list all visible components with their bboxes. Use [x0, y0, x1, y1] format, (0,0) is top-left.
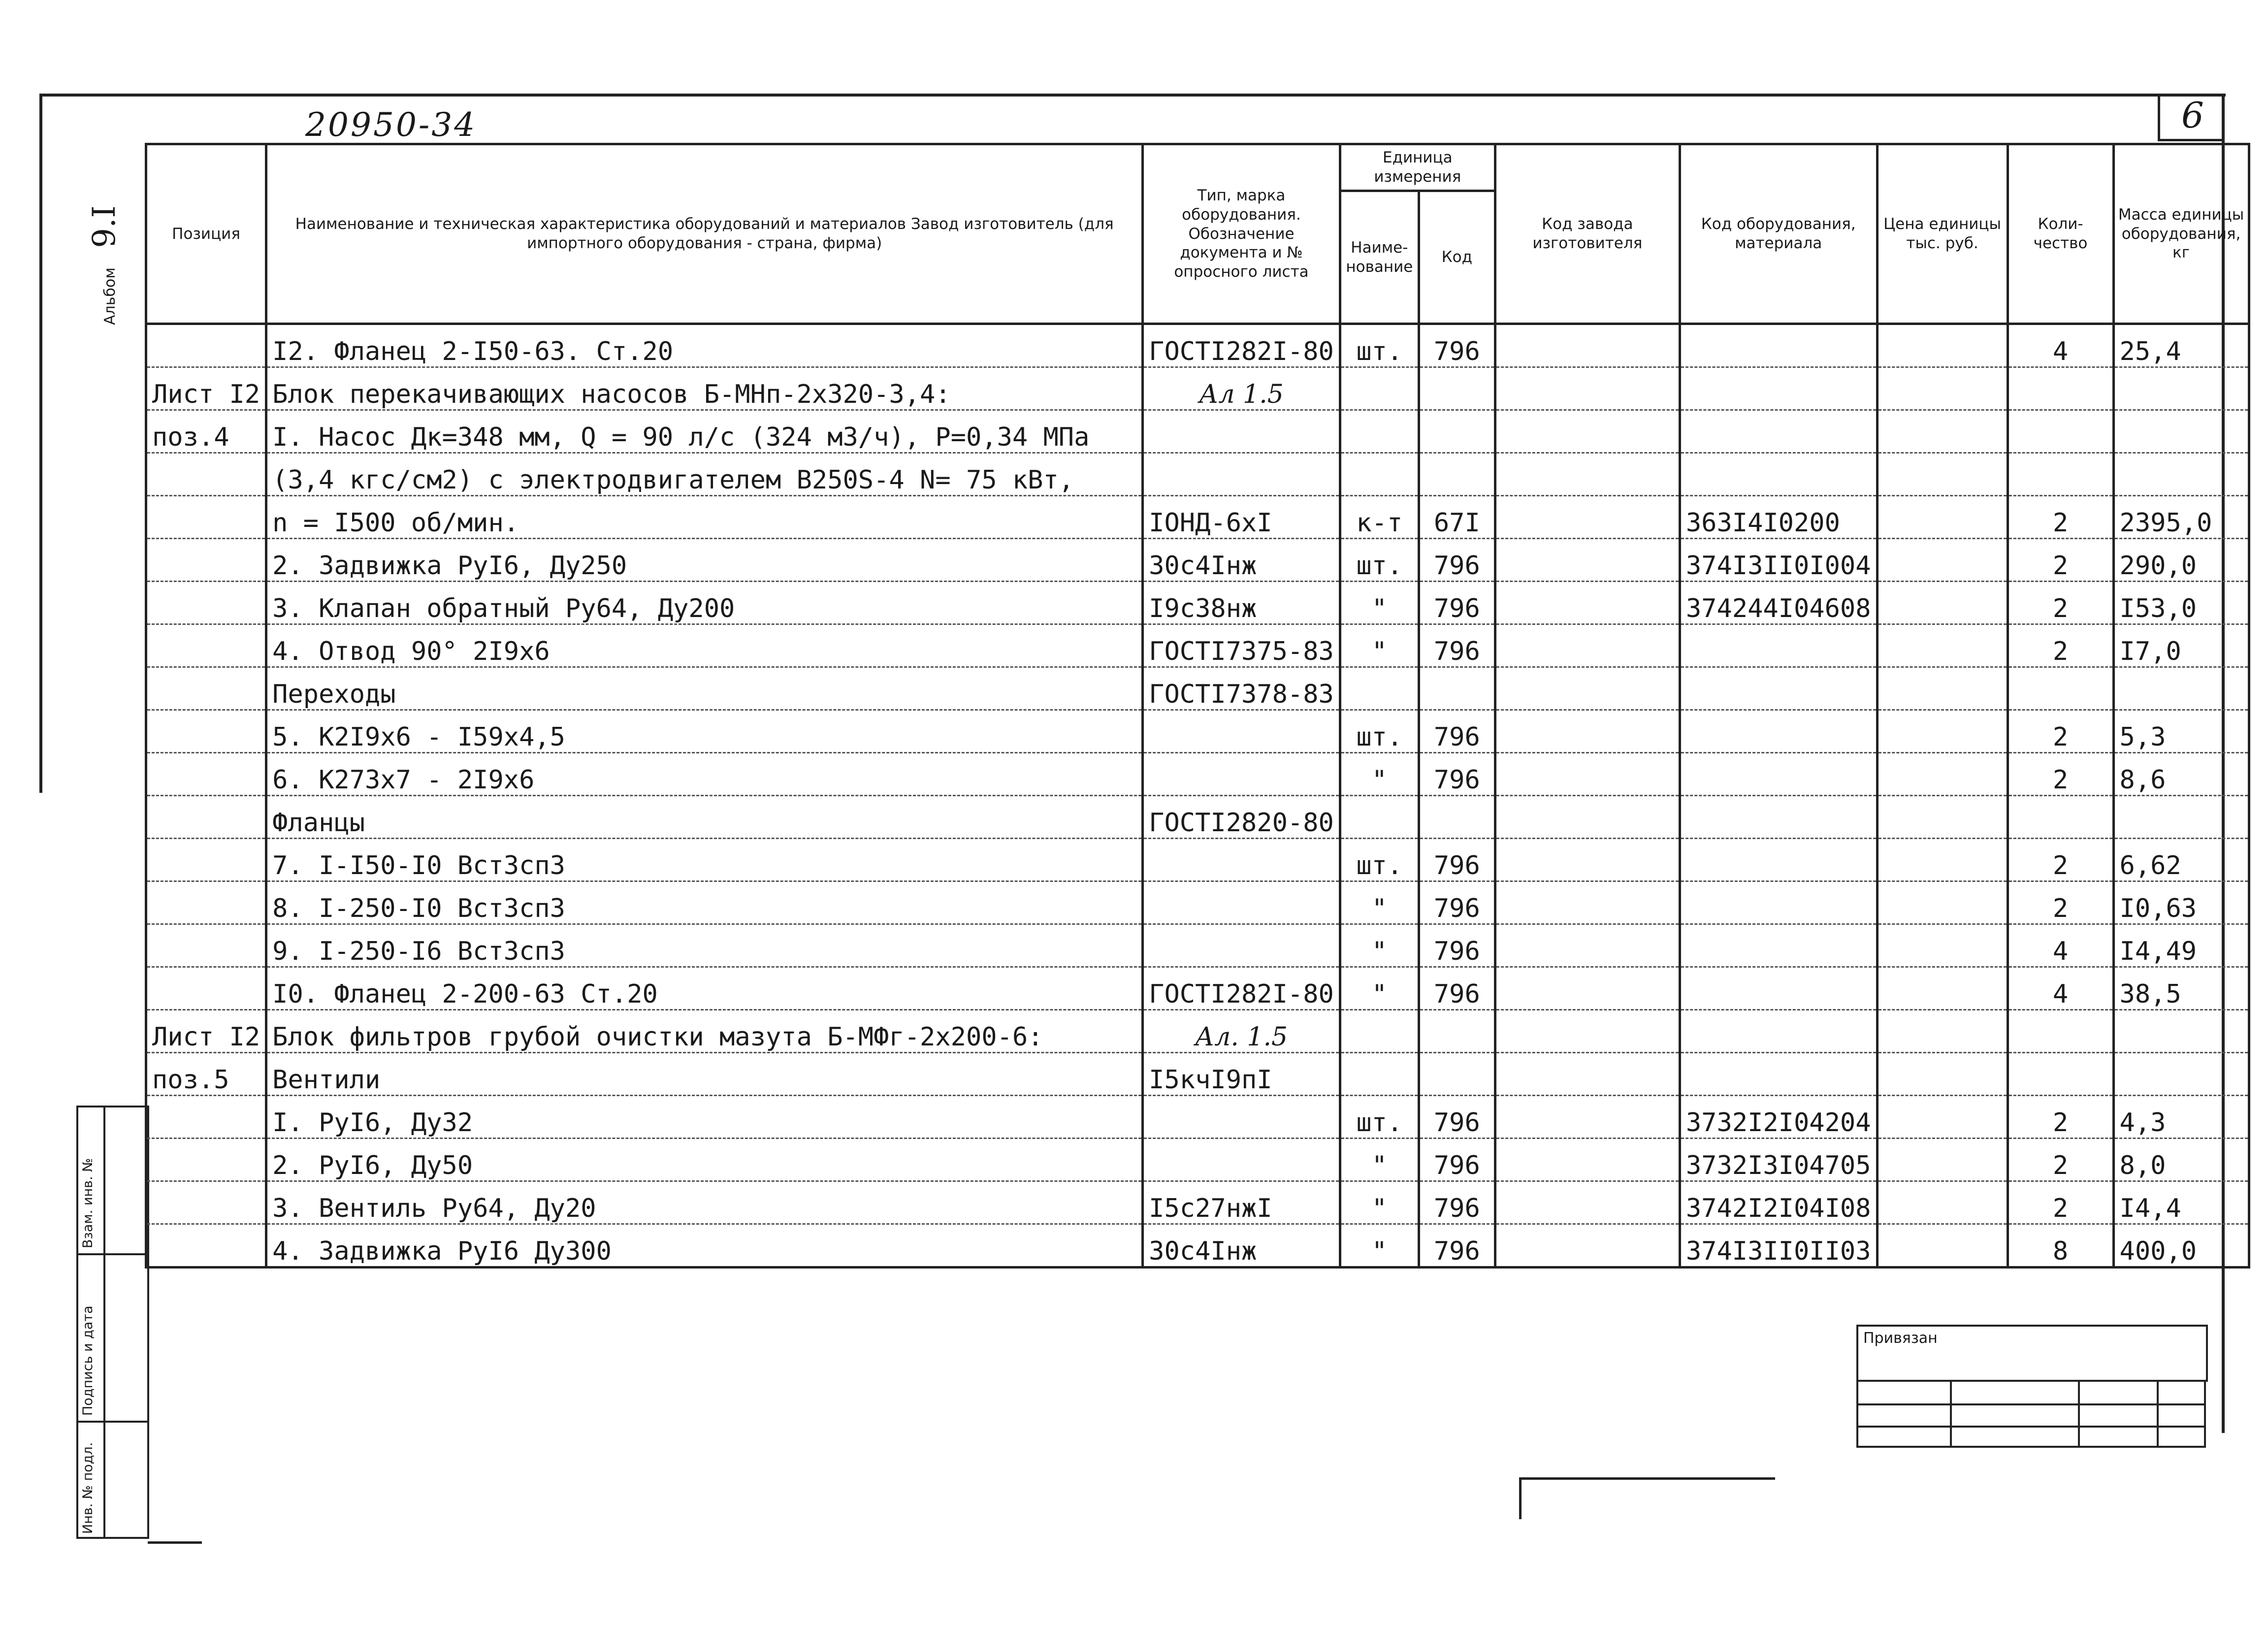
cell-mass: I0,63 — [2113, 881, 2249, 924]
cell-unit: " — [1340, 624, 1419, 667]
cell-plant — [1495, 410, 1680, 453]
cell-unit: шт. — [1340, 839, 1419, 881]
cell-code — [1419, 410, 1495, 453]
cell-plant — [1495, 582, 1680, 624]
cell-mass — [2113, 453, 2249, 496]
cell-pos — [146, 496, 266, 539]
cell-price — [1877, 924, 2008, 967]
cell-qty — [2008, 796, 2113, 839]
cell-qty: 2 — [2008, 710, 2113, 753]
cell-equip: 374I3II0II03 — [1680, 1224, 1877, 1268]
table-row — [146, 667, 2249, 710]
table-row — [146, 539, 2249, 582]
cell-type: 30с4Iнж — [1143, 1224, 1340, 1268]
cell-mass: 4,3 — [2113, 1096, 2249, 1139]
cell-price — [1877, 410, 2008, 453]
cell-mass: 400,0 — [2113, 1224, 2249, 1268]
stamp-line — [103, 1106, 105, 1539]
cell-type: ГОСТI282I-80 — [1143, 967, 1340, 1010]
cell-unit — [1340, 1053, 1419, 1096]
cell-equip: 374I3II0I004 — [1680, 539, 1877, 582]
cell-qty: 2 — [2008, 539, 2113, 582]
cell-unit: " — [1340, 1224, 1419, 1268]
table-row — [146, 367, 2249, 410]
cell-unit: " — [1340, 967, 1419, 1010]
approval-line — [1950, 1380, 1952, 1448]
cell-qty: 2 — [2008, 839, 2113, 881]
table-row — [146, 1181, 2249, 1224]
col-mass: Масса единицы оборудования, кг — [2113, 144, 2249, 324]
cell-type — [1143, 753, 1340, 796]
cell-code — [1419, 1053, 1495, 1096]
cell-code: 796 — [1419, 324, 1495, 367]
cell-unit: шт. — [1340, 1096, 1419, 1139]
cell-price — [1877, 796, 2008, 839]
cell-name: n = I500 об/мин. — [266, 496, 1143, 539]
stamp-line — [76, 1421, 149, 1423]
cell-price — [1877, 667, 2008, 710]
album-number: 9.I — [86, 205, 123, 248]
cell-code: 796 — [1419, 839, 1495, 881]
cell-equip: 3732I3I04705 — [1680, 1139, 1877, 1181]
cell-qty: 8 — [2008, 1224, 2113, 1268]
cell-type: 30с4Iнж — [1143, 539, 1340, 582]
cell-unit — [1340, 1010, 1419, 1053]
cell-name: Переходы — [266, 667, 1143, 710]
cell-pos — [146, 582, 266, 624]
cell-code — [1419, 367, 1495, 410]
table-row — [146, 710, 2249, 753]
cell-qty: 2 — [2008, 582, 2113, 624]
cell-equip: 363I4I0200 — [1680, 496, 1877, 539]
cell-price — [1877, 324, 2008, 367]
cell-type: I9с38нж — [1143, 582, 1340, 624]
cell-plant — [1495, 1010, 1680, 1053]
cell-mass — [2113, 1053, 2249, 1096]
cell-name: Вентили — [266, 1053, 1143, 1096]
cell-pos — [146, 924, 266, 967]
cell-name: 9. I-250-I6 ВстЗсп3 — [266, 924, 1143, 967]
cell-equip — [1680, 1010, 1877, 1053]
cell-type: ГОСТI7378-83 — [1143, 667, 1340, 710]
cell-type — [1143, 410, 1340, 453]
equipment-spec-table — [145, 143, 2250, 1269]
cell-price — [1877, 839, 2008, 881]
cell-name: (3,4 кгс/см2) с электродвигателем В250S-4 N= 75 кВт, — [266, 453, 1143, 496]
table-row — [146, 839, 2249, 881]
cell-equip — [1680, 410, 1877, 453]
album-text: Альбом — [101, 267, 119, 325]
frame-left-line — [39, 94, 42, 793]
cell-price — [1877, 967, 2008, 1010]
table-row — [146, 1053, 2249, 1096]
cell-code: 796 — [1419, 924, 1495, 967]
cell-equip — [1680, 453, 1877, 496]
cell-qty: 2 — [2008, 881, 2113, 924]
cell-qty: 2 — [2008, 1139, 2113, 1181]
stamp-sign-date: Подпись и дата — [80, 1305, 96, 1416]
cell-mass — [2113, 410, 2249, 453]
cell-code: 796 — [1419, 881, 1495, 924]
cell-mass: I7,0 — [2113, 624, 2249, 667]
cell-pos — [146, 881, 266, 924]
cell-mass: I53,0 — [2113, 582, 2249, 624]
cell-mass: 5,3 — [2113, 710, 2249, 753]
cell-pos — [146, 453, 266, 496]
cell-equip — [1680, 1053, 1877, 1096]
cell-unit: " — [1340, 1139, 1419, 1181]
cell-qty: 2 — [2008, 1096, 2113, 1139]
cell-price — [1877, 367, 2008, 410]
cell-plant — [1495, 496, 1680, 539]
cell-qty: 2 — [2008, 753, 2113, 796]
approval-block — [1856, 1325, 2206, 1448]
cell-type: ГОСТI282I-80 — [1143, 324, 1340, 367]
corner-mark — [1519, 1477, 1775, 1519]
cell-unit — [1340, 367, 1419, 410]
table-row — [146, 496, 2249, 539]
cell-pos — [146, 1096, 266, 1139]
cell-mass: 38,5 — [2113, 967, 2249, 1010]
approval-line — [1856, 1446, 2206, 1448]
cell-unit: шт. — [1340, 539, 1419, 582]
cell-pos: Лист I2 — [146, 1010, 266, 1053]
cell-qty: 2 — [2008, 624, 2113, 667]
cell-code — [1419, 796, 1495, 839]
cell-plant — [1495, 967, 1680, 1010]
cell-price — [1877, 1181, 2008, 1224]
cell-code: 796 — [1419, 753, 1495, 796]
cell-price — [1877, 1053, 2008, 1096]
cell-qty — [2008, 1010, 2113, 1053]
table-row — [146, 924, 2249, 967]
cell-type: IОНД-6хI — [1143, 496, 1340, 539]
cell-mass — [2113, 796, 2249, 839]
stamp-line — [76, 1106, 78, 1539]
cell-mass — [2113, 667, 2249, 710]
cell-equip — [1680, 967, 1877, 1010]
cell-pos — [146, 796, 266, 839]
cell-plant — [1495, 839, 1680, 881]
cell-code: 796 — [1419, 539, 1495, 582]
cell-name: I. Насос Дк=348 мм, Q = 90 л/с (324 м3/ч), Р=0,34 МПа — [266, 410, 1143, 453]
table-row — [146, 796, 2249, 839]
col-position: Позиция — [146, 144, 266, 324]
cell-name: 5. К2I9х6 - I59х4,5 — [266, 710, 1143, 753]
cell-equip — [1680, 710, 1877, 753]
cell-mass: 8,0 — [2113, 1139, 2249, 1181]
table-row — [146, 1010, 2249, 1053]
album-label — [86, 205, 123, 325]
cell-mass: 6,62 — [2113, 839, 2249, 881]
cell-code: 796 — [1419, 1096, 1495, 1139]
cell-plant — [1495, 710, 1680, 753]
approval-header — [1856, 1325, 2208, 1382]
cell-plant — [1495, 1139, 1680, 1181]
cell-unit: " — [1340, 753, 1419, 796]
cell-plant — [1495, 667, 1680, 710]
cell-pos — [146, 967, 266, 1010]
approval-line — [2157, 1380, 2159, 1448]
cell-price — [1877, 1096, 2008, 1139]
cell-mass — [2113, 367, 2249, 410]
cell-name: Фланцы — [266, 796, 1143, 839]
cell-price — [1877, 582, 2008, 624]
sheet-number: 6 — [2181, 95, 2204, 136]
cell-pos — [146, 710, 266, 753]
cell-equip — [1680, 624, 1877, 667]
cell-equip: 3732I2I04204 — [1680, 1096, 1877, 1139]
cell-code — [1419, 1010, 1495, 1053]
cell-plant — [1495, 1053, 1680, 1096]
cell-name: Блок фильтров грубой очистки мазута Б-МФг-2х200-6: — [266, 1010, 1143, 1053]
side-stamp — [76, 1106, 149, 1539]
cell-plant — [1495, 324, 1680, 367]
cell-type — [1143, 881, 1340, 924]
cell-price — [1877, 539, 2008, 582]
cell-qty: 4 — [2008, 324, 2113, 367]
cell-plant — [1495, 453, 1680, 496]
cell-mass: I4,49 — [2113, 924, 2249, 967]
cell-mass: 2395,0 — [2113, 496, 2249, 539]
cell-plant — [1495, 1096, 1680, 1139]
cell-name: Блок перекачивающих насосов Б-МНп-2х320-3,4: — [266, 367, 1143, 410]
cell-qty — [2008, 453, 2113, 496]
table-row — [146, 582, 2249, 624]
stamp-line — [76, 1106, 149, 1107]
cell-equip — [1680, 881, 1877, 924]
cell-type — [1143, 924, 1340, 967]
table-row — [146, 624, 2249, 667]
cell-pos — [146, 539, 266, 582]
cell-code: 796 — [1419, 1224, 1495, 1268]
cell-qty — [2008, 367, 2113, 410]
cell-plant — [1495, 539, 1680, 582]
cell-name: I0. Фланец 2-200-63 Ст.20 — [266, 967, 1143, 1010]
cell-unit: " — [1340, 881, 1419, 924]
stamp-line — [76, 1537, 149, 1539]
cell-price — [1877, 1224, 2008, 1268]
cell-equip — [1680, 667, 1877, 710]
cell-name: I2. Фланец 2-I50-63. Ст.20 — [266, 324, 1143, 367]
cell-unit — [1340, 667, 1419, 710]
cell-code: 67I — [1419, 496, 1495, 539]
cell-unit: " — [1340, 924, 1419, 967]
cell-name: 7. I-I50-I0 ВстЗсп3 — [266, 839, 1143, 881]
cell-plant — [1495, 1224, 1680, 1268]
cell-pos — [146, 839, 266, 881]
table-row — [146, 453, 2249, 496]
cell-plant — [1495, 1181, 1680, 1224]
cell-plant — [1495, 753, 1680, 796]
cell-code — [1419, 667, 1495, 710]
cell-price — [1877, 453, 2008, 496]
bottom-stub-line — [148, 1541, 202, 1544]
cell-mass: 8,6 — [2113, 753, 2249, 796]
cell-equip — [1680, 924, 1877, 967]
cell-unit: " — [1340, 582, 1419, 624]
cell-pos — [146, 624, 266, 667]
table-row — [146, 410, 2249, 453]
cell-plant — [1495, 624, 1680, 667]
cell-name: 3. Вентиль Ру64, Ду20 — [266, 1181, 1143, 1224]
stamp-replacement-inv: Взам. инв. № — [80, 1158, 96, 1248]
table-row — [146, 881, 2249, 924]
cell-plant — [1495, 881, 1680, 924]
cell-equip: 374244I04608 — [1680, 582, 1877, 624]
cell-qty — [2008, 1053, 2113, 1096]
cell-code — [1419, 453, 1495, 496]
col-unit-code: Код — [1419, 191, 1495, 324]
cell-qty: 2 — [2008, 1181, 2113, 1224]
table-row — [146, 1139, 2249, 1181]
cell-plant — [1495, 796, 1680, 839]
cell-plant — [1495, 367, 1680, 410]
cell-unit — [1340, 453, 1419, 496]
approval-line — [1856, 1403, 2206, 1405]
cell-equip — [1680, 324, 1877, 367]
col-unit-name: Наиме- нование — [1340, 191, 1419, 324]
col-name: Наименование и техническая характеристика оборудований и материалов Завод изготовитель (для импортного оборудования - страна, фирма) — [266, 144, 1143, 324]
document-number: 20950-34 — [305, 106, 477, 144]
cell-equip — [1680, 753, 1877, 796]
cell-price — [1877, 753, 2008, 796]
cell-name: 4. Задвижка РуI6 Ду300 — [266, 1224, 1143, 1268]
cell-code: 796 — [1419, 1139, 1495, 1181]
cell-type — [1143, 710, 1340, 753]
table-row — [146, 753, 2249, 796]
frame-top-line — [39, 94, 2226, 97]
cell-type: I5с27нжI — [1143, 1181, 1340, 1224]
cell-name: I. РуI6, Ду32 — [266, 1096, 1143, 1139]
approval-line — [2078, 1380, 2080, 1448]
table-row — [146, 967, 2249, 1010]
cell-plant — [1495, 924, 1680, 967]
col-equip-code: Код оборудования, материала — [1680, 144, 1877, 324]
approval-line — [1856, 1426, 2206, 1428]
cell-equip — [1680, 839, 1877, 881]
cell-name: 6. К273х7 - 2I9х6 — [266, 753, 1143, 796]
col-qty: Коли- чество — [2008, 144, 2113, 324]
table-row — [146, 324, 2249, 367]
cell-type — [1143, 453, 1340, 496]
cell-type: ГОСТI2820-80 — [1143, 796, 1340, 839]
cell-mass: 25,4 — [2113, 324, 2249, 367]
approval-line — [1856, 1380, 1858, 1448]
cell-qty — [2008, 667, 2113, 710]
cell-type — [1143, 1096, 1340, 1139]
col-price: Цена единицы тыс. руб. — [1877, 144, 2008, 324]
cell-unit: шт. — [1340, 324, 1419, 367]
cell-pos — [146, 1181, 266, 1224]
cell-code: 796 — [1419, 710, 1495, 753]
cell-qty: 4 — [2008, 967, 2113, 1010]
cell-code: 796 — [1419, 967, 1495, 1010]
cell-mass — [2113, 1010, 2249, 1053]
cell-type — [1143, 1139, 1340, 1181]
cell-price — [1877, 710, 2008, 753]
cell-name: 4. Отвод 90° 2I9х6 — [266, 624, 1143, 667]
stamp-line — [76, 1253, 149, 1255]
cell-price — [1877, 1010, 2008, 1053]
cell-qty: 2 — [2008, 496, 2113, 539]
cell-pos — [146, 753, 266, 796]
cell-unit: " — [1340, 1181, 1419, 1224]
cell-pos — [146, 1139, 266, 1181]
col-type: Тип, марка оборудования. Обозначение документа и № опросного листа — [1143, 144, 1340, 324]
cell-mass: I4,4 — [2113, 1181, 2249, 1224]
table-row — [146, 1096, 2249, 1139]
cell-unit: шт. — [1340, 710, 1419, 753]
cell-qty: 4 — [2008, 924, 2113, 967]
cell-name: 2. РуI6, Ду50 — [266, 1139, 1143, 1181]
cell-type: Ал. 1.5 — [1143, 1010, 1340, 1053]
approval-line — [2204, 1380, 2206, 1448]
cell-code: 796 — [1419, 582, 1495, 624]
cell-price — [1877, 1139, 2008, 1181]
cell-pos — [146, 667, 266, 710]
cell-price — [1877, 496, 2008, 539]
cell-type: I5кчI9пI — [1143, 1053, 1340, 1096]
cell-qty — [2008, 410, 2113, 453]
cell-code: 796 — [1419, 624, 1495, 667]
stamp-original-inv: Инв. № подл. — [80, 1442, 96, 1534]
approval-label: Привязан — [1863, 1330, 1938, 1347]
cell-unit — [1340, 410, 1419, 453]
cell-code: 796 — [1419, 1181, 1495, 1224]
cell-price — [1877, 624, 2008, 667]
cell-name: 8. I-250-I0 ВстЗсп3 — [266, 881, 1143, 924]
cell-equip — [1680, 367, 1877, 410]
cell-price — [1877, 881, 2008, 924]
col-plant-code: Код завода изготовителя — [1495, 144, 1680, 324]
cell-unit: к-т — [1340, 496, 1419, 539]
col-unit-group: Единица измерения — [1340, 144, 1495, 191]
cell-pos: поз.5 — [146, 1053, 266, 1096]
cell-pos — [146, 324, 266, 367]
table-row — [146, 1224, 2249, 1268]
cell-unit — [1340, 796, 1419, 839]
cell-mass: 290,0 — [2113, 539, 2249, 582]
cell-pos: Лист I2 — [146, 367, 266, 410]
cell-pos — [146, 1224, 266, 1268]
cell-type: Ал 1.5 — [1143, 367, 1340, 410]
cell-equip: 3742I2I04I08 — [1680, 1181, 1877, 1224]
cell-equip — [1680, 796, 1877, 839]
cell-pos: поз.4 — [146, 410, 266, 453]
cell-type: ГОСТI7375-83 — [1143, 624, 1340, 667]
cell-name: 3. Клапан обратный Ру64, Ду200 — [266, 582, 1143, 624]
cell-name: 2. Задвижка РуI6, Ду250 — [266, 539, 1143, 582]
cell-type — [1143, 839, 1340, 881]
